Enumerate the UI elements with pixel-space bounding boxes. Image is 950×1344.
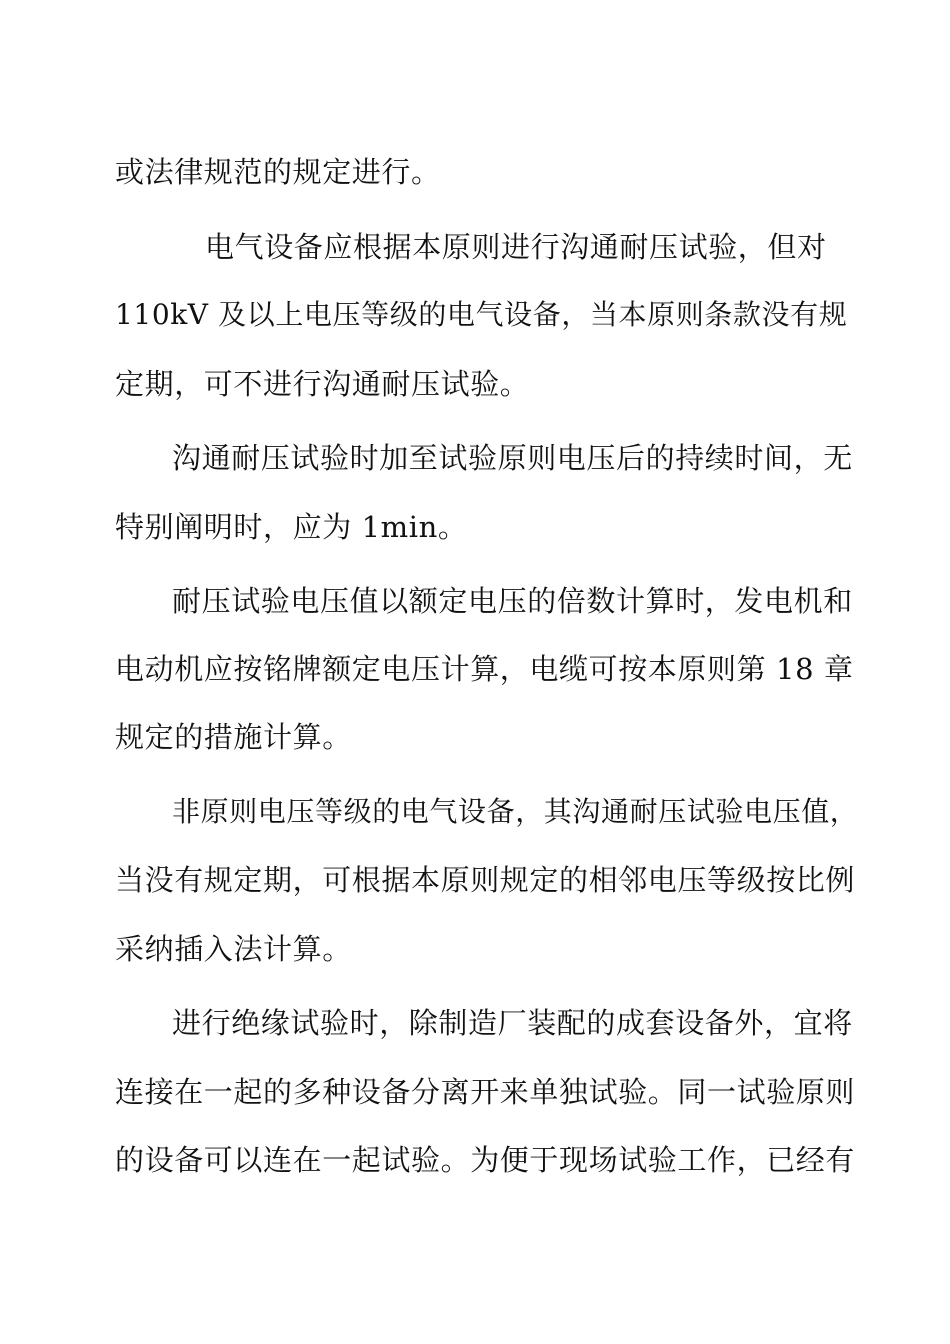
text-line: 定期，可不进行沟通耐压试验。 [115,367,530,401]
text-line: 采纳插入法计算。 [115,932,352,966]
text-line: 规定的措施计算。 [115,720,352,754]
text-line: 非原则电压等级的电气设备，其沟通耐压试验电压值， [172,795,859,828]
text-line: 进行绝缘试验时，除制造厂装配的成套设备外，宜将 [172,1006,853,1040]
text-line: 110kV 及以上电压等级的电气设备，当本原则条款没有规 [115,298,848,331]
text-line: 当没有规定期，可根据本原则规定的相邻电压等级按比例 [115,863,856,897]
text-line: 沟通耐压试验时加至试验原则电压后的持续时间，无 [172,441,853,475]
text-line: 或法律规范的规定进行。 [115,155,441,189]
text-line: 的设备可以连在一起试验。为便于现场试验工作，已经有 [115,1143,856,1177]
text-line: 耐压试验电压值以额定电压的倍数计算时，发电机和 [172,584,853,618]
text-line: 特别阐明时，应为 1min。 [115,510,468,544]
text-line: 电动机应按铭牌额定电压计算，电缆可按本原则第 18 章 [115,652,854,686]
text-line: 连接在一起的多种设备分离开来单独试验。同一试验原则 [115,1075,856,1109]
text-line: 电气设备应根据本原则进行沟通耐压试验，但对 [205,230,827,264]
